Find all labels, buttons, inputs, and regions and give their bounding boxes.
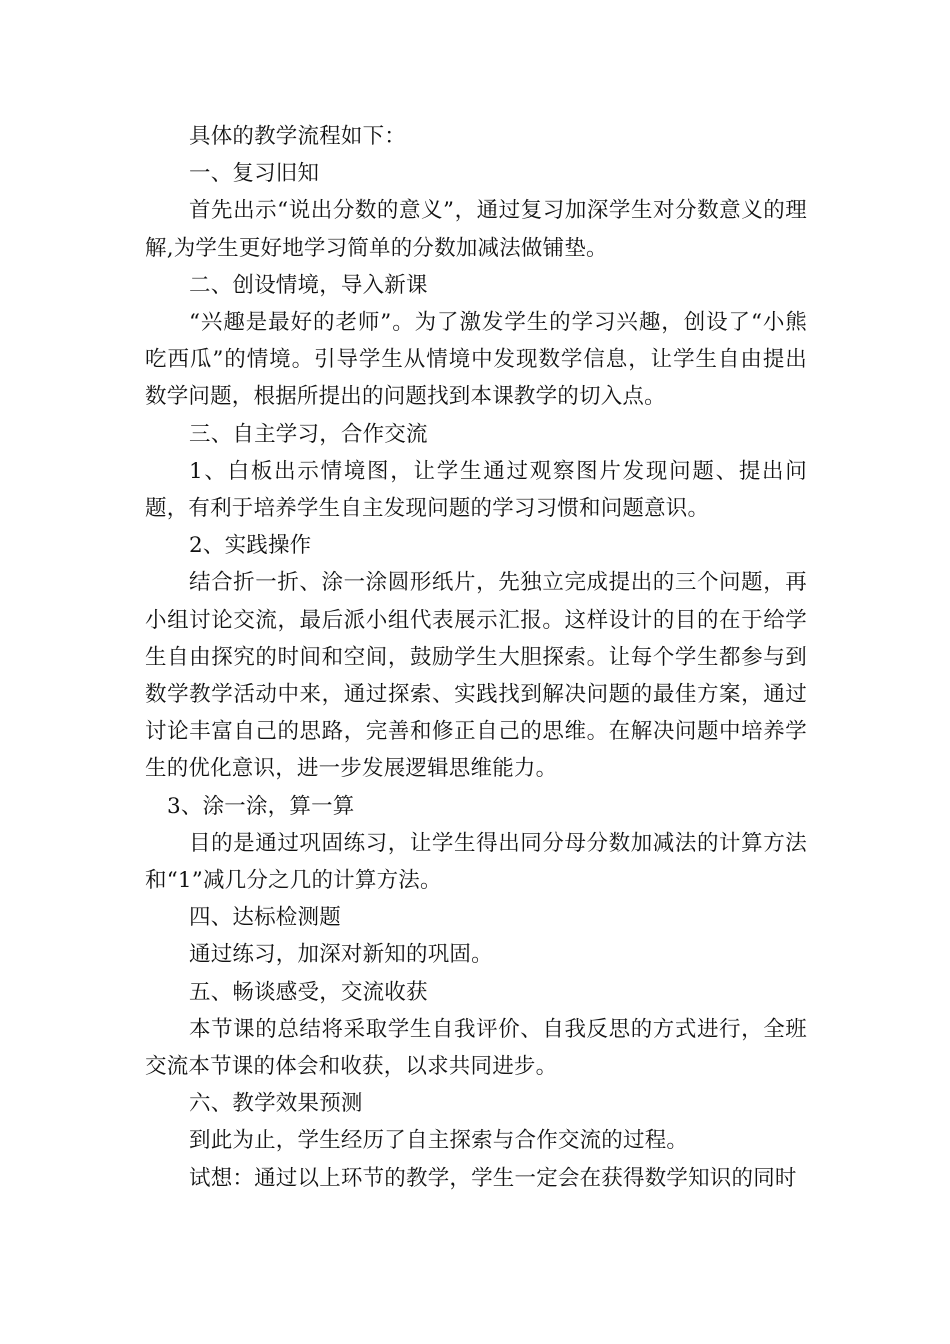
reflection-paragraph: 本节课的总结将采取学生自我评价、自我反思的方式进行，全班交流本节课的体会和收获，以求共同进步。 — [145, 1016, 807, 1080]
section-heading-assessment: 四、达标检测题 — [189, 905, 341, 931]
practice-paragraph: 结合折一折、涂一涂圆形纸片，先独立完成提出的三个问题，再小组讨论交流，最后派小组代表展示汇报。这样设计的目的在于给学生自由探究的时间和空间，鼓励学生大胆探索。让每个学生都参与到数学教学活动中来，通过探索、实践找到解决问题的最佳方案，通过讨论丰富自己的思路，完善和修正自己的思维。在解决问题中培养学生的优化意识，进一步发展逻辑思维能力。 — [145, 570, 807, 782]
closing-paragraph: 试想：通过以上环节的教学，学生一定会在获得数学知识的同时 — [189, 1165, 797, 1191]
subheading-practice: 2、实践操作 — [189, 533, 312, 559]
review-paragraph: 首先出示“说出分数的意义”，通过复习加深学生对分数意义的理解,为学生更好地学习简单的分数加减法做铺垫。 — [145, 198, 807, 261]
section-heading-review: 一、复习旧知 — [189, 161, 320, 187]
intro-paragraph: 具体的教学流程如下： — [189, 124, 407, 149]
section-heading-scenario: 二、创设情境，导入新课 — [189, 272, 428, 298]
section-heading-self-study: 三、自主学习，合作交流 — [189, 421, 428, 447]
prediction-paragraph: 到此为止，学生经历了自主探索与合作交流的过程。 — [189, 1128, 689, 1154]
document-body — [145, 118, 807, 1197]
whiteboard-paragraph: 1、白板出示情境图，让学生通过观察图片发现问题、提出问题，有利于培养学生自主发现问题的学习习惯和问题意识。 — [145, 458, 807, 522]
subheading-color-calculate: 3、涂一涂，算一算 — [167, 793, 355, 819]
section-heading-prediction: 六、教学效果预测 — [189, 1091, 363, 1117]
assessment-paragraph: 通过练习，加深对新知的巩固。 — [189, 942, 493, 968]
section-heading-reflection: 五、畅谈感受，交流收获 — [189, 979, 428, 1005]
purpose-paragraph: 目的是通过巩固练习，让学生得出同分母分数加减法的计算方法和“1”减几分之几的计算方法。 — [145, 830, 807, 894]
scenario-paragraph: “兴趣是最好的老师”。为了激发学生的学习兴趣，创设了“小熊吃西瓜”的情境。引导学生从情境中发现数学信息，让学生自由提出数学问题，根据所提出的问题找到本课教学的切入点。 — [145, 310, 807, 410]
